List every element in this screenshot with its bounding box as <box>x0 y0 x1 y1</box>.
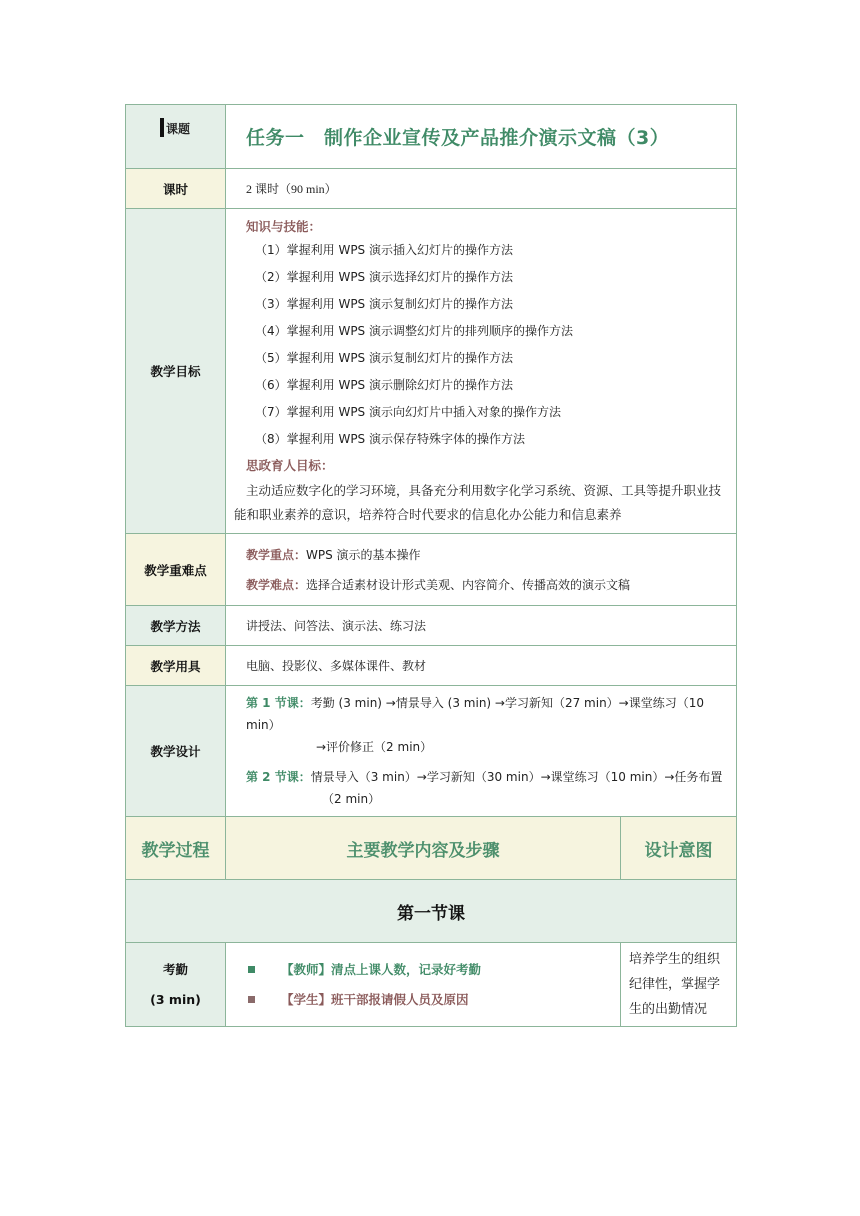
ideology-text: 主动适应数字化的学习环境，具备充分利用数字化学习系统、资源、工具等提升职业技能和职业素养的意识，培养符合时代要求的信息化办公能力和信息素养 <box>234 483 722 522</box>
tools-row <box>126 646 737 686</box>
title-row <box>126 105 737 169</box>
objectives-label: 教学目标 <box>126 209 226 534</box>
objective-item: （5）掌握利用 WPS 演示复制幻灯片的操作方法 <box>255 351 513 365</box>
class-hours-row <box>126 169 737 209</box>
focus-label: 教学重点： <box>246 547 307 562</box>
attendance-content <box>226 943 621 1027</box>
class-hours-value: 2 课时（90 min） <box>226 169 737 209</box>
topic-label: 课题 <box>166 122 191 136</box>
lesson1-continuation: →评价修正（2 min） <box>316 740 433 754</box>
attendance-intent: 培养学生的组织纪律性，掌握学生的出勤情况 <box>621 943 737 1027</box>
lesson2-continuation: （2 min） <box>322 792 381 806</box>
student-step <box>226 990 620 1010</box>
objective-item: （6）掌握利用 WPS 演示删除幻灯片的操作方法 <box>255 378 513 392</box>
objective-item: （4）掌握利用 WPS 演示调整幻灯片的排列顺序的操作方法 <box>255 324 573 338</box>
ideology-heading: 思政育人目标： <box>246 458 334 473</box>
student-step-text: 【学生】班干部报请假人员及原因 <box>281 991 469 1007</box>
content-column-header: 主要教学内容及步骤 <box>226 817 621 880</box>
section-row <box>126 880 737 943</box>
lesson-title: 任务一 制作企业宣传及产品推介演示文稿（3） <box>226 105 737 169</box>
objective-item: （2）掌握利用 WPS 演示选择幻灯片的操作方法 <box>255 270 513 284</box>
knowledge-heading: 知识与技能： <box>246 219 322 234</box>
lesson-plan-table <box>125 104 737 1027</box>
objectives-content <box>226 209 737 534</box>
tools-label: 教学用具 <box>126 646 226 686</box>
teacher-step-text: 【教师】清点上课人数，记录好考勤 <box>281 961 482 977</box>
objective-item: （7）掌握利用 WPS 演示向幻灯片中插入对象的操作方法 <box>255 405 561 419</box>
difficulty-text: 选择合适素材设计形式美观、内容简介、传播高效的演示文稿 <box>306 577 631 592</box>
key-points-label: 教学重难点 <box>126 534 226 606</box>
method-row <box>126 606 737 646</box>
objective-item: （3）掌握利用 WPS 演示复制幻灯片的操作方法 <box>255 297 513 311</box>
topic-label-cell <box>126 105 226 169</box>
lesson-plan-document <box>125 104 736 1027</box>
attendance-label: 考勤 <box>162 961 188 977</box>
design-row <box>126 686 737 817</box>
square-bullet-icon <box>248 996 255 1003</box>
class-hours-label: 课时 <box>126 169 226 209</box>
lesson2-flow: 情景导入（3 min）→学习新知（30 min）→课堂练习（10 min）→任务布置 <box>310 770 723 784</box>
attendance-row <box>126 943 737 1027</box>
design-content <box>226 686 737 817</box>
difficulty-line <box>246 570 736 600</box>
section-title: 第一节课 <box>126 880 737 943</box>
design-label: 教学设计 <box>126 686 226 817</box>
difficulty-label: 教学难点： <box>246 577 307 592</box>
objective-item: （1）掌握利用 WPS 演示插入幻灯片的操作方法 <box>255 243 513 257</box>
lesson1-label: 第 1 节课： <box>246 696 311 710</box>
tools-value: 电脑、投影仪、多媒体课件、教材 <box>226 646 737 686</box>
focus-line <box>246 540 736 570</box>
method-label: 教学方法 <box>126 606 226 646</box>
key-points-content <box>226 534 737 606</box>
process-header-row <box>126 817 737 880</box>
square-bullet-icon <box>248 966 255 973</box>
intent-column-header: 设计意图 <box>621 817 737 880</box>
lesson2-label: 第 2 节课： <box>246 770 311 784</box>
attendance-label-cell <box>126 943 226 1027</box>
objectives-row <box>126 209 737 534</box>
lesson1-line <box>226 692 736 736</box>
key-points-row <box>126 534 737 606</box>
objective-item: （8）掌握利用 WPS 演示保存特殊字体的操作方法 <box>255 432 525 446</box>
lesson1-flow: 考勤 (3 min) →情景导入 (3 min) →学习新知（27 min）→课堂练习（10 min） <box>246 696 705 732</box>
method-value: 讲授法、问答法、演示法、练习法 <box>226 606 737 646</box>
teacher-step <box>226 960 620 980</box>
cursor-mark <box>160 118 164 137</box>
focus-text: WPS 演示的基本操作 <box>306 547 421 562</box>
attendance-duration: (3 min) <box>150 991 201 1007</box>
process-column-header: 教学过程 <box>126 817 226 880</box>
lesson2-line <box>226 766 736 788</box>
